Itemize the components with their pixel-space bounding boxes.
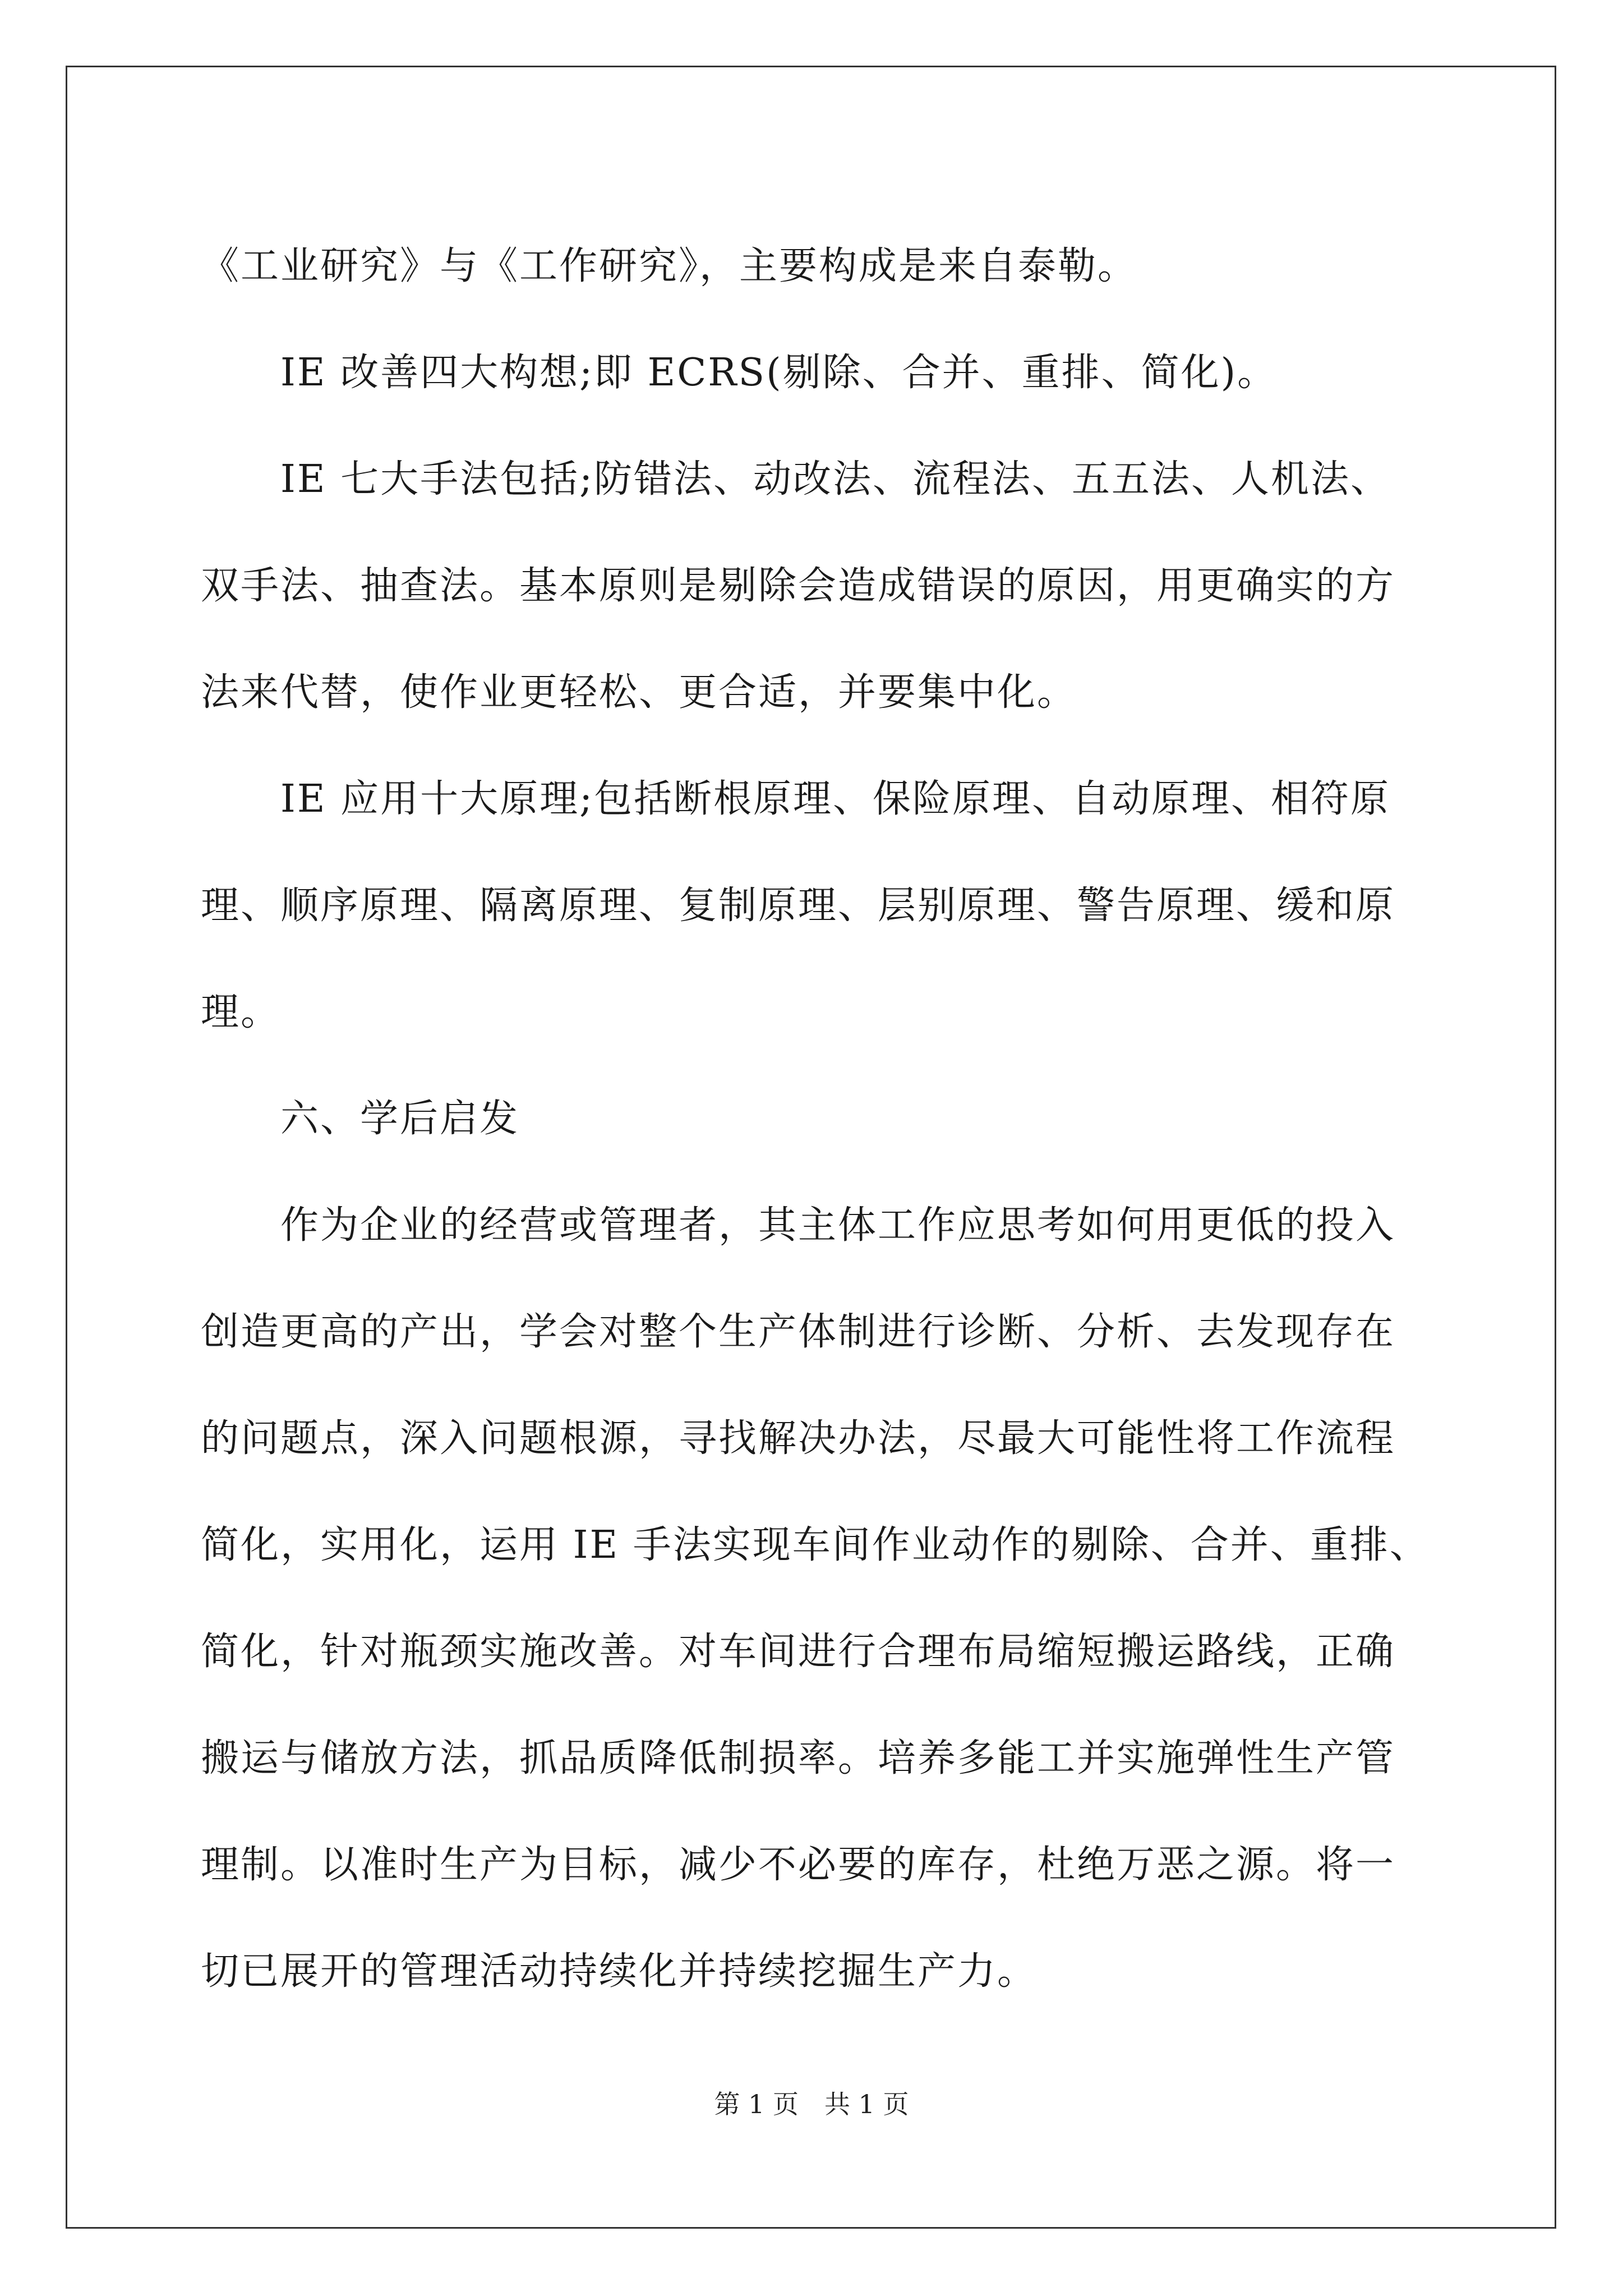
text-line: 《工业研究》与《工作研究》，主要构成是来自泰勒。 (201, 244, 1138, 288)
text-line: 简化，实用化，运用 IE 手法实现车间作业动作的剔除、合并、重排、 (201, 1523, 1430, 1567)
text-line: 切已展开的管理活动持续化并持续挖掘生产力。 (201, 1949, 1038, 1994)
text-line: IE 七大手法包括;防错法、动改法、流程法、五五法、人机法、 (201, 457, 1391, 501)
text-line: 简化，针对瓶颈实施改善。对车间进行合理布局缩短搬运路线，正确 (201, 1630, 1396, 1674)
text-line: 的问题点，深入问题根源，寻找解决办法，尽最大可能性将工作流程 (201, 1416, 1396, 1461)
text-line: 法来代替，使作业更轻松、更合适，并要集中化。 (201, 670, 1077, 715)
text-line: 搬运与储放方法，抓品质降低制损率。培养多能工并实施弹性生产管 (201, 1736, 1396, 1780)
document-body (201, 213, 1435, 2025)
text-line: 创造更高的产出，学会对整个生产体制进行诊断、分析、去发现存在 (201, 1310, 1396, 1354)
text-line: 理制。以准时生产为目标，减少不必要的库存，杜绝万恶之源。将一 (201, 1843, 1396, 1887)
section-heading: 六、学后启发 (201, 1097, 520, 1141)
text-line: 理、顺序原理、隔离原理、复制原理、层别原理、警告原理、缓和原 (201, 884, 1396, 928)
text-line: IE 改善四大构想;即 ECRS(剔除、合并、重排、简化)。 (201, 351, 1278, 395)
text-line: 理。 (201, 990, 281, 1034)
text-line: 作为企业的经营或管理者，其主体工作应思考如何用更低的投入 (201, 1203, 1396, 1248)
page-footer: 第 1 页 共 1 页 (714, 2089, 909, 2119)
text-line: IE 应用十大原理;包括断根原理、保险原理、自动原理、相符原 (201, 777, 1391, 821)
text-line: 双手法、抽查法。基本原则是剔除会造成错误的原因，用更确实的方 (201, 564, 1396, 608)
